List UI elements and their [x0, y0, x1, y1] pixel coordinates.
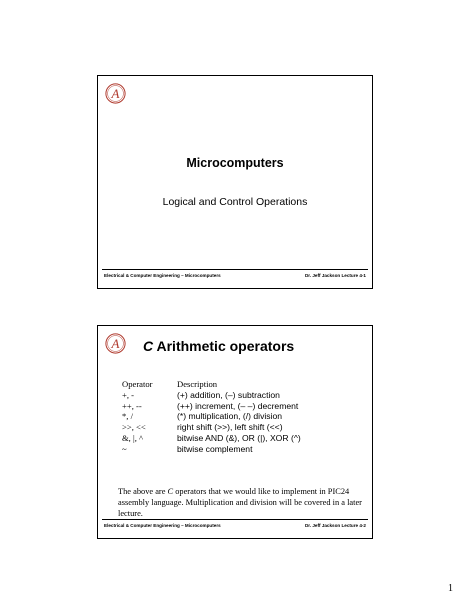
title-rest: Arithmetic operators	[153, 338, 295, 354]
logo-letter: A	[111, 86, 120, 101]
slide-2	[97, 325, 373, 539]
description-cell: (+) addition, (–) subtraction	[177, 389, 280, 400]
slide-note	[118, 486, 363, 519]
description-cell: (*) multiplication, (/) division	[177, 411, 283, 422]
note-c: C	[167, 487, 174, 496]
note-pre: The above are	[118, 487, 168, 496]
slide-subtitle: Logical and Control Operations	[162, 196, 308, 208]
operator-cell: >>, <<	[122, 422, 146, 433]
university-logo-icon	[105, 83, 126, 104]
header-description: Description	[177, 379, 218, 389]
footer-lecture: Dr. Jeff Jackson Lecture 4-1	[304, 273, 366, 278]
description-cell: right shift (>>), left shift (<<)	[177, 422, 283, 433]
table-row	[122, 401, 301, 412]
description-cell: (++) increment, (– –) decrement	[177, 400, 299, 411]
page-number: 1	[448, 583, 453, 594]
note-post: operators that we would like to implement in PIC24 assembly language. Multiplication and division will be covered in a later lecture.	[118, 487, 362, 518]
table-row	[122, 433, 301, 444]
operator-cell: ++, --	[122, 400, 142, 411]
operator-cell: ~	[122, 443, 127, 454]
description-cell: bitwise complement	[177, 443, 253, 454]
slide-title	[143, 338, 294, 354]
footer-divider	[102, 519, 368, 520]
slide-footer	[104, 273, 366, 278]
title-c: C	[143, 338, 154, 354]
footer-divider	[102, 269, 368, 270]
slide-title: Microcomputers	[186, 156, 284, 170]
operator-table	[122, 379, 301, 455]
table-row	[122, 411, 301, 422]
logo-letter: A	[111, 336, 120, 351]
header-operator: Operator	[122, 379, 153, 389]
slide-footer	[104, 523, 366, 528]
table-row	[122, 422, 301, 433]
slide-1	[97, 75, 373, 289]
university-logo-icon	[105, 333, 126, 354]
operator-cell: &, |, ^	[122, 432, 144, 443]
operator-cell: *, /	[122, 411, 133, 422]
footer-course: Electrical & Computer Engineering – Microcomputers	[104, 273, 221, 278]
description-cell: bitwise AND (&), OR (|), XOR (^)	[177, 432, 301, 443]
footer-course: Electrical & Computer Engineering – Microcomputers	[104, 523, 221, 528]
table-header	[122, 379, 301, 390]
table-row	[122, 444, 301, 455]
operator-cell: +, -	[122, 389, 135, 400]
table-row	[122, 390, 301, 401]
footer-lecture: Dr. Jeff Jackson Lecture 4-2	[304, 523, 366, 528]
